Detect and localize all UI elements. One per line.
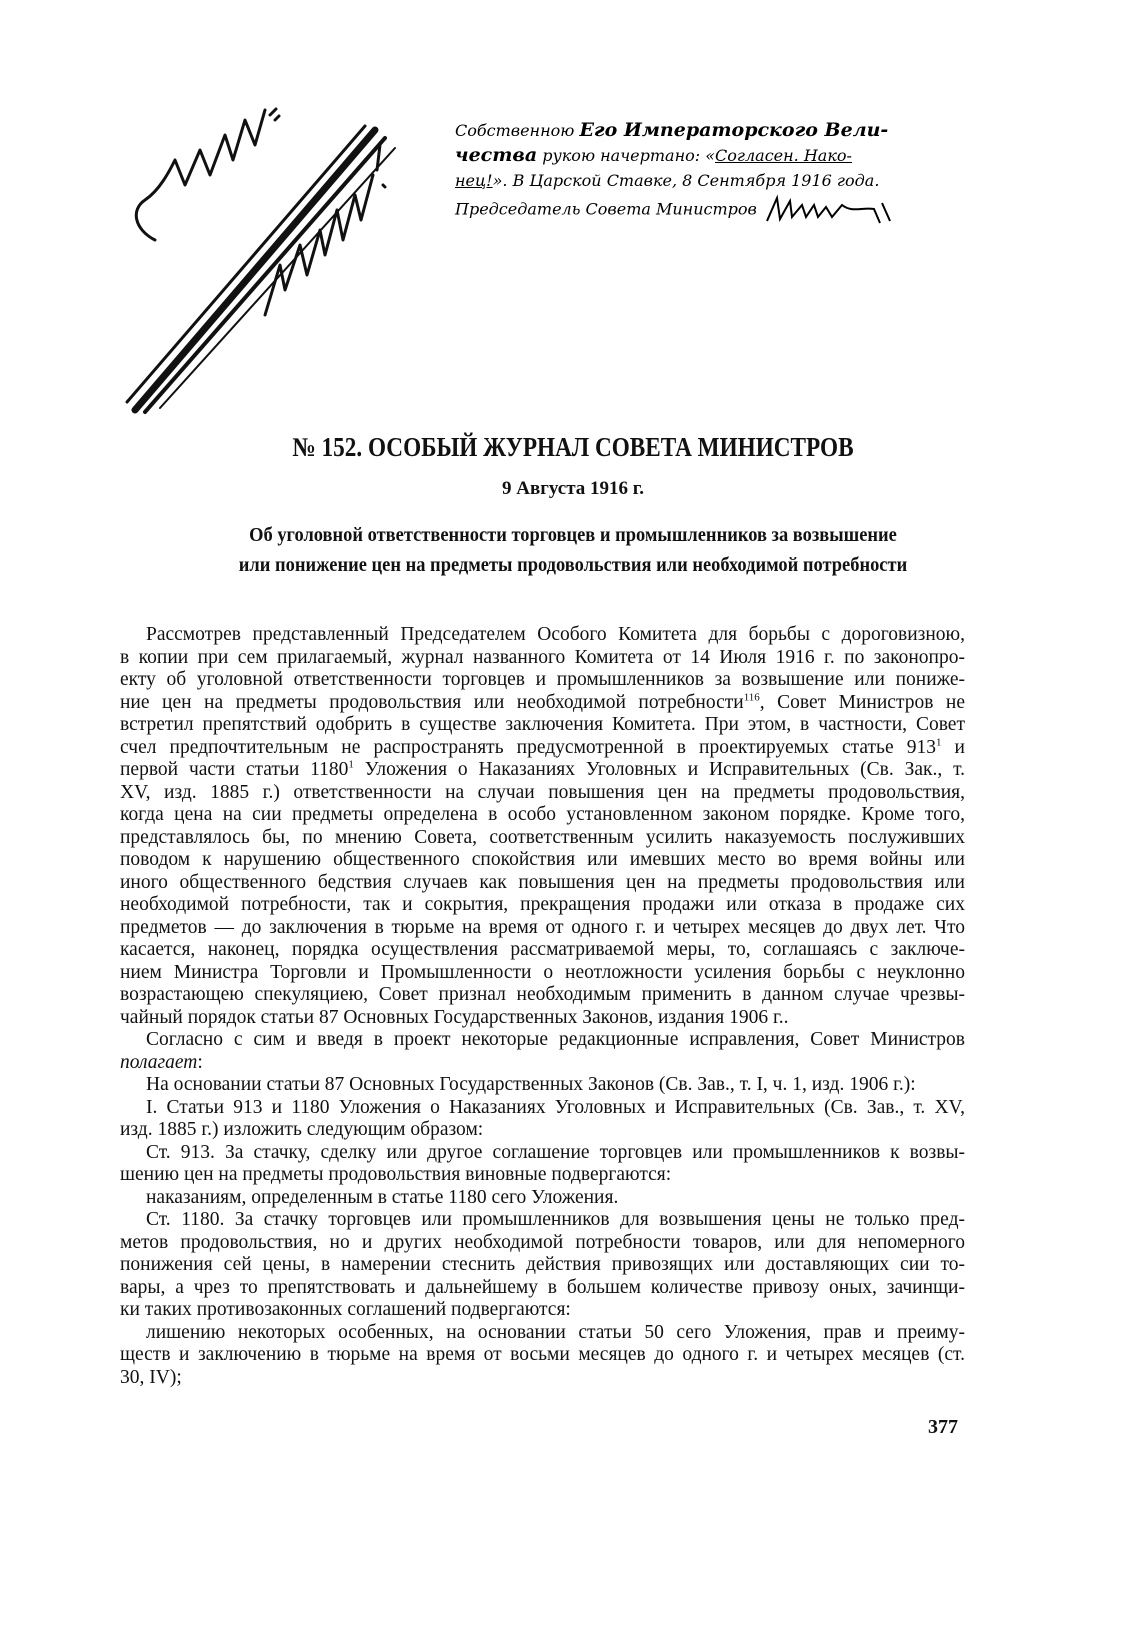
emphasis-text: полагает: [120, 1051, 198, 1073]
text-line: [120, 1097, 965, 1120]
text-line: [120, 1254, 965, 1277]
paragraph: [120, 624, 965, 1029]
text-line: [120, 1074, 965, 1097]
handwritten-caption: [455, 118, 975, 227]
text-line: [120, 1299, 965, 1322]
text-segment: касается, наконец, порядка осуществления рассматриваемой меры, то, соглашаясь с заключе-: [120, 939, 965, 960]
text-line: [120, 894, 965, 917]
text-line: [120, 1164, 965, 1187]
text-segment: метов продовольствия, но и других необходимой потребности товаров, или для непомерного: [120, 1231, 965, 1253]
text-line: [120, 804, 965, 827]
text-segment: необходимой потребности, так и сокрытия, прекращения продажи или отказа в продаже сих: [120, 894, 965, 915]
signature: [762, 193, 902, 227]
text-segment: и: [941, 736, 965, 758]
text-segment: когда цена на сии предметы определена в особо установленном законом порядке. Кроме того,: [120, 804, 965, 825]
text-line: [120, 939, 965, 962]
text-segment: Ст. 913. За стачку, сделку или другое соглашение торговцев или промышленников к возвы-: [146, 1141, 965, 1163]
caption-quote: Согласен. Нако-: [715, 146, 852, 165]
caption-text: ». В Царской Ставке, 8 Сентября 1916 года.: [492, 171, 880, 190]
text-segment: I. Статьи 913 и 1180 Уложения о Наказаниях Уголовных и Исправительных (Св. Зав., т. XV,: [146, 1096, 965, 1118]
text-segment: предметов — до заключения в тюрьме на время от одного г. и четырех месяцев до двух лет. Что: [120, 916, 965, 938]
footnote-marker: 1: [348, 758, 354, 771]
text-segment: представлялось бы, по мнению Совета, соответственным усилить наказуемость послуживших: [120, 826, 965, 848]
page-number: 377: [928, 1416, 958, 1438]
caption-text: рукою начертано: «: [537, 146, 715, 165]
text-line: [120, 759, 965, 782]
text-line: [120, 1344, 965, 1367]
caption-text: Его Императорского Вели-: [579, 119, 889, 141]
text-segment: понижения сей цены, в намерении стеснить действия привозящих или доставляющих сии то-: [120, 1254, 965, 1275]
paragraph: [120, 1187, 965, 1210]
caption-text: Собственною: [455, 121, 575, 140]
paragraph: [120, 1209, 965, 1322]
text-segment: лишению некоторых особенных, на основании статьи 50 сего Уложения, прав и преиму-: [146, 1321, 965, 1343]
text-segment: На основании статьи 87 Основных Государственных Законов (Св. Зав., т. I, ч. 1, изд. 1906 г.):: [146, 1074, 916, 1095]
text-line: [120, 1232, 965, 1255]
handwritten-resolution: [115, 90, 435, 420]
text-segment: изд. 1885 г.) изложить следующим образом:: [120, 1119, 484, 1140]
text-line: [120, 1209, 965, 1232]
text-line: [120, 692, 965, 715]
text-segment: Уложения о Наказаниях Уголовных и Исправительных (Св. Зак., т.: [353, 759, 965, 780]
document-date: 9 Августа 1916 г.: [501, 478, 644, 499]
subtitle-line: или понижение цен на предметы продовольствия или необходимой потребности: [238, 554, 908, 576]
subtitle-line: Об уголовной ответственности торговцев и промышленников за возвышение: [249, 524, 897, 546]
text-segment: чайный порядок статьи 87 Основных Государственных Законов, издания 1906 г..: [120, 1006, 789, 1028]
text-segment: шению цен на предметы продовольствия виновные подвергаются:: [120, 1164, 672, 1185]
text-segment: ние цен на предметы продовольствия или необходимой потребности: [120, 691, 744, 713]
text-segment: , Совет Министров не: [759, 691, 965, 713]
document-body: [120, 624, 965, 1389]
text-segment: нием Министра Торговли и Промышленности о неотложности усиления борьбы с неуклонно: [120, 961, 965, 983]
text-line: [120, 984, 965, 1007]
text-line: [120, 1322, 965, 1345]
paragraph: [120, 1142, 965, 1187]
text-segment: ществ и заключению в тюрьме на время от восьми месяцев до одного г. и четырех месяцев (ст.: [120, 1344, 965, 1365]
text-line: [120, 872, 965, 895]
text-segment: Согласно с сим и введя в проект некоторые редакционные исправления, Совет Министров: [146, 1029, 965, 1050]
text-line: [120, 849, 965, 872]
text-segment: в копии при сем прилагаемый, журнал названного Комитета от 14 Июля 1916 г. по законопро-: [120, 646, 965, 668]
text-line: [120, 714, 965, 737]
text-line: [120, 1187, 965, 1210]
text-segment: ки таких противозаконных соглашений подвергаются:: [120, 1299, 571, 1320]
text-line: [120, 1007, 965, 1030]
caption-text: чества: [455, 144, 538, 166]
text-segment: встретил препятствий одобрить в существе заключения Комитета. При этом, в частности, Совет: [120, 714, 965, 735]
footnote-marker: 116: [743, 691, 760, 703]
text-line: [120, 737, 965, 760]
paragraph: [120, 1074, 965, 1097]
paragraph: [120, 1322, 965, 1390]
paragraph: [120, 1097, 965, 1142]
text-line: [120, 962, 965, 985]
text-line: [120, 1142, 965, 1165]
text-segment: Рассмотрев представленный Председателем Особого Комитета для борьбы с дороговизною,: [146, 624, 965, 645]
footnote-marker: 1: [935, 736, 942, 748]
text-line: [120, 647, 965, 670]
text-segment: XV, изд. 1885 г.) ответственности на случаи повышения цен на предметы продовольствия,: [120, 781, 965, 803]
text-line: [120, 1277, 965, 1300]
text-line: [120, 1029, 965, 1052]
text-line: [120, 669, 965, 692]
text-line: [120, 917, 965, 940]
text-segment: екту об уголовной ответственности торговцев и промышленников за возвышение или пониже-: [120, 669, 965, 690]
text-segment: :: [197, 1051, 203, 1073]
document-subtitle: [57, 520, 1088, 580]
text-line: [120, 1052, 965, 1075]
text-segment: поводом к нарушению общественного спокойствия или имевших место во время войны или: [120, 849, 965, 870]
text-segment: 30, IV);: [120, 1366, 182, 1388]
text-line: [120, 624, 965, 647]
text-line: [120, 1119, 965, 1142]
caption-quote: нец!: [455, 171, 493, 190]
text-line: [120, 827, 965, 850]
text-segment: возрастающею спекуляциею, Совет признал необходимым применить в данном случае чрезвы-: [120, 984, 965, 1005]
text-segment: счел предпочтительным не распространять предусмотренной в проектируемых статье 913: [120, 736, 936, 758]
text-segment: первой части статьи 1180: [120, 759, 349, 780]
paragraph: [120, 1029, 965, 1074]
text-segment: Ст. 1180. За стачку торговцев или промышленников для возвышения цены не только пред-: [146, 1209, 965, 1230]
text-line: [120, 1367, 965, 1390]
document-title: № 152. ОСОБЫЙ ЖУРНАЛ СОВЕТА МИНИСТРОВ: [292, 432, 854, 462]
text-segment: вары, а чрез то препятствовать и дальнейшему в большем количестве привозу оных, зачинщи-: [120, 1276, 965, 1298]
caption-text: Председатель Совета Министров: [455, 199, 762, 219]
text-segment: иного общественного бедствия случаев как повышения цен на предметы продовольствия или: [120, 871, 965, 893]
text-line: [120, 782, 965, 805]
text-segment: наказаниям, определенным в статье 1180 сего Уложения.: [146, 1186, 619, 1208]
